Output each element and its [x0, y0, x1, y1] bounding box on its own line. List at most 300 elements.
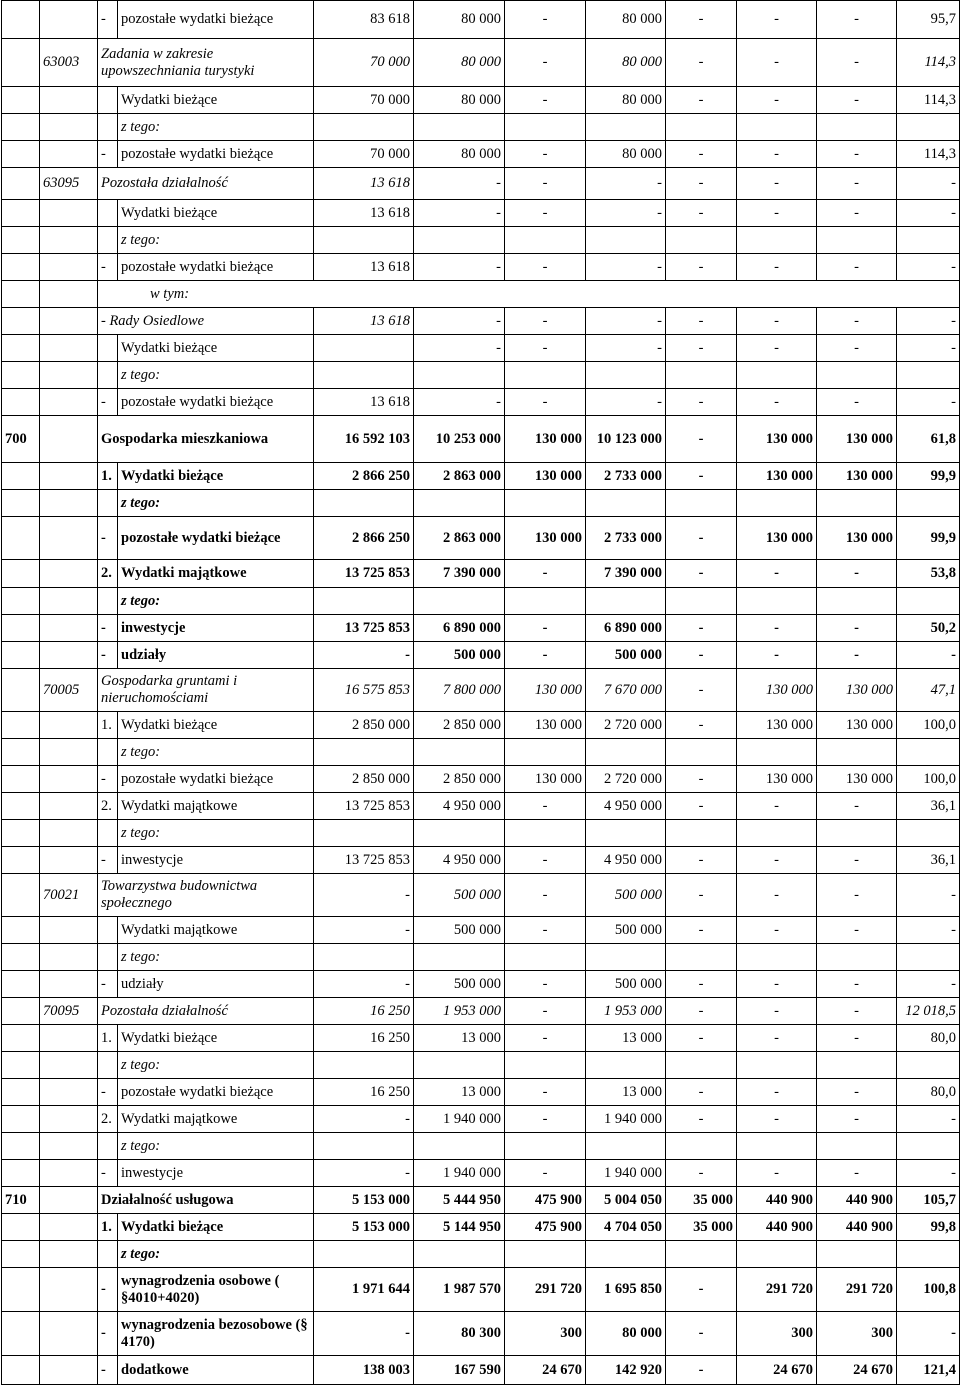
- value-cell: -: [897, 200, 960, 227]
- value-cell: 2 733 000: [586, 463, 666, 490]
- value-cell: -: [817, 1025, 897, 1052]
- value-cell: -: [586, 389, 666, 416]
- value-cell: -: [897, 1106, 960, 1133]
- label-cell: pozostałe wydatki bieżące: [118, 389, 314, 416]
- chapter-code-cell: [40, 308, 98, 335]
- value-cell: -: [897, 254, 960, 281]
- marker-cell: [98, 588, 118, 615]
- value-cell: 24 670: [505, 1356, 586, 1385]
- label-cell: w tym:: [98, 281, 960, 308]
- marker-cell: -: [98, 615, 118, 642]
- value-cell: -: [414, 200, 505, 227]
- value-cell: -: [666, 1025, 737, 1052]
- value-cell: -: [505, 1, 586, 39]
- value-cell: -: [737, 141, 817, 168]
- marker-cell: 1.: [98, 712, 118, 739]
- table-row: [2, 362, 960, 389]
- value-cell: 500 000: [586, 642, 666, 669]
- value-cell: -: [505, 917, 586, 944]
- value-cell: 138 003: [314, 1356, 414, 1385]
- value-cell: [414, 362, 505, 389]
- table-row: [2, 1268, 960, 1312]
- value-cell: 13 725 853: [314, 560, 414, 588]
- marker-cell: [98, 1133, 118, 1160]
- table-row: [2, 227, 960, 254]
- label-cell: Wydatki majątkowe: [118, 793, 314, 820]
- value-cell: 80 000: [414, 39, 505, 87]
- division-code-cell: [2, 560, 40, 588]
- value-cell: [817, 1241, 897, 1268]
- value-cell: -: [666, 335, 737, 362]
- division-code-cell: [2, 766, 40, 793]
- value-cell: [737, 362, 817, 389]
- table-row: [2, 335, 960, 362]
- chapter-code-cell: [40, 1160, 98, 1187]
- value-cell: 80,0: [897, 1025, 960, 1052]
- value-cell: 13 618: [314, 389, 414, 416]
- value-cell: 2 866 250: [314, 517, 414, 560]
- value-cell: [897, 114, 960, 141]
- value-cell: 6 890 000: [586, 615, 666, 642]
- table-row: [2, 517, 960, 560]
- value-cell: 16 250: [314, 1025, 414, 1052]
- value-cell: 13 000: [586, 1079, 666, 1106]
- division-code-cell: [2, 141, 40, 168]
- table-body: [2, 1, 960, 1385]
- value-cell: [817, 114, 897, 141]
- division-code-cell: [2, 712, 40, 739]
- label-cell: pozostałe wydatki bieżące: [118, 141, 314, 168]
- value-cell: -: [817, 847, 897, 874]
- value-cell: [737, 739, 817, 766]
- value-cell: 130 000: [817, 517, 897, 560]
- chapter-code-cell: [40, 416, 98, 463]
- marker-cell: 2.: [98, 1106, 118, 1133]
- value-cell: -: [817, 168, 897, 200]
- marker-cell: [98, 944, 118, 971]
- chapter-code-cell: [40, 1025, 98, 1052]
- value-cell: -: [666, 1268, 737, 1312]
- value-cell: -: [737, 1, 817, 39]
- chapter-code-cell: [40, 1079, 98, 1106]
- value-cell: -: [737, 847, 817, 874]
- value-cell: [314, 1133, 414, 1160]
- value-cell: -: [666, 998, 737, 1025]
- value-cell: -: [817, 141, 897, 168]
- value-cell: -: [505, 1079, 586, 1106]
- division-code-cell: [2, 1, 40, 39]
- value-cell: [897, 1052, 960, 1079]
- value-cell: [817, 490, 897, 517]
- value-cell: 291 720: [737, 1268, 817, 1312]
- value-cell: -: [817, 998, 897, 1025]
- value-cell: 35 000: [666, 1214, 737, 1241]
- division-code-cell: [2, 463, 40, 490]
- value-cell: [666, 362, 737, 389]
- value-cell: 440 900: [737, 1187, 817, 1214]
- value-cell: 5 153 000: [314, 1187, 414, 1214]
- budget-table: [1, 0, 960, 1385]
- table-row: [2, 87, 960, 114]
- label-cell: Gospodarka gruntami i nieruchomościami: [98, 669, 314, 712]
- value-cell: -: [505, 1160, 586, 1187]
- table-row: [2, 847, 960, 874]
- value-cell: 300: [817, 1312, 897, 1356]
- label-cell: Zadania w zakresie upowszechniania turystyki: [98, 39, 314, 87]
- value-cell: [817, 362, 897, 389]
- label-cell: udziały: [118, 642, 314, 669]
- chapter-code-cell: [40, 615, 98, 642]
- value-cell: 2 850 000: [414, 766, 505, 793]
- label-cell: z tego:: [118, 227, 314, 254]
- value-cell: [314, 362, 414, 389]
- value-cell: 130 000: [737, 669, 817, 712]
- value-cell: 80 000: [586, 87, 666, 114]
- value-cell: -: [314, 971, 414, 998]
- table-row: [2, 1079, 960, 1106]
- value-cell: -: [817, 971, 897, 998]
- value-cell: -: [586, 168, 666, 200]
- value-cell: [817, 588, 897, 615]
- value-cell: -: [586, 254, 666, 281]
- value-cell: [897, 227, 960, 254]
- division-code-cell: [2, 254, 40, 281]
- value-cell: -: [586, 335, 666, 362]
- value-cell: 475 900: [505, 1214, 586, 1241]
- value-cell: 440 900: [817, 1214, 897, 1241]
- value-cell: -: [817, 793, 897, 820]
- value-cell: 130 000: [505, 712, 586, 739]
- division-code-cell: [2, 362, 40, 389]
- value-cell: 1 940 000: [586, 1106, 666, 1133]
- value-cell: -: [737, 615, 817, 642]
- value-cell: [414, 490, 505, 517]
- marker-cell: [98, 362, 118, 389]
- table-row: [2, 917, 960, 944]
- value-cell: [505, 1052, 586, 1079]
- chapter-code-cell: [40, 281, 98, 308]
- value-cell: 105,7: [897, 1187, 960, 1214]
- value-cell: -: [897, 874, 960, 917]
- chapter-code-cell: [40, 793, 98, 820]
- value-cell: 167 590: [414, 1356, 505, 1385]
- chapter-code-cell: [40, 490, 98, 517]
- value-cell: -: [897, 1160, 960, 1187]
- value-cell: 13 618: [314, 168, 414, 200]
- label-cell: Wydatki bieżące: [118, 712, 314, 739]
- marker-cell: -: [98, 847, 118, 874]
- value-cell: 130 000: [505, 416, 586, 463]
- value-cell: -: [737, 917, 817, 944]
- value-cell: [505, 227, 586, 254]
- marker-cell: [98, 1241, 118, 1268]
- label-cell: z tego:: [118, 1052, 314, 1079]
- value-cell: -: [666, 1079, 737, 1106]
- value-cell: 35 000: [666, 1187, 737, 1214]
- marker-cell: 1.: [98, 1214, 118, 1241]
- table-row: [2, 560, 960, 588]
- value-cell: 99,9: [897, 463, 960, 490]
- value-cell: [666, 114, 737, 141]
- division-code-cell: [2, 669, 40, 712]
- value-cell: [737, 588, 817, 615]
- value-cell: 13 000: [414, 1079, 505, 1106]
- value-cell: [505, 820, 586, 847]
- marker-cell: -: [98, 971, 118, 998]
- table-row: [2, 389, 960, 416]
- value-cell: 130 000: [737, 517, 817, 560]
- label-cell: Działalność usługowa: [98, 1187, 314, 1214]
- value-cell: -: [314, 1160, 414, 1187]
- value-cell: -: [817, 874, 897, 917]
- marker-cell: -: [98, 141, 118, 168]
- value-cell: 130 000: [505, 517, 586, 560]
- marker-cell: [98, 917, 118, 944]
- value-cell: [505, 362, 586, 389]
- chapter-code-cell: [40, 87, 98, 114]
- value-cell: -: [817, 389, 897, 416]
- division-code-cell: [2, 1133, 40, 1160]
- value-cell: -: [586, 308, 666, 335]
- division-code-cell: [2, 389, 40, 416]
- value-cell: 291 720: [817, 1268, 897, 1312]
- label-cell: inwestycje: [118, 847, 314, 874]
- division-code-cell: [2, 793, 40, 820]
- table-row: [2, 114, 960, 141]
- value-cell: -: [666, 1, 737, 39]
- value-cell: [586, 227, 666, 254]
- value-cell: [586, 114, 666, 141]
- value-cell: [817, 1133, 897, 1160]
- value-cell: 16 250: [314, 998, 414, 1025]
- table-row: [2, 1214, 960, 1241]
- value-cell: [586, 944, 666, 971]
- value-cell: -: [817, 615, 897, 642]
- value-cell: -: [505, 168, 586, 200]
- value-cell: 500 000: [586, 917, 666, 944]
- value-cell: [505, 1133, 586, 1160]
- value-cell: [666, 1241, 737, 1268]
- value-cell: [586, 362, 666, 389]
- value-cell: -: [666, 463, 737, 490]
- marker-cell: [98, 490, 118, 517]
- value-cell: -: [817, 87, 897, 114]
- value-cell: [314, 1241, 414, 1268]
- division-code-cell: [2, 1025, 40, 1052]
- marker-cell: [98, 1052, 118, 1079]
- chapter-code-cell: [40, 588, 98, 615]
- value-cell: -: [505, 389, 586, 416]
- value-cell: [666, 739, 737, 766]
- value-cell: [586, 588, 666, 615]
- value-cell: [314, 739, 414, 766]
- value-cell: -: [505, 847, 586, 874]
- value-cell: -: [314, 874, 414, 917]
- value-cell: -: [666, 615, 737, 642]
- value-cell: -: [737, 168, 817, 200]
- value-cell: -: [817, 917, 897, 944]
- chapter-code-cell: 63003: [40, 39, 98, 87]
- value-cell: 300: [737, 1312, 817, 1356]
- value-cell: [314, 335, 414, 362]
- value-cell: -: [897, 389, 960, 416]
- value-cell: -: [666, 669, 737, 712]
- division-code-cell: [2, 1160, 40, 1187]
- label-cell: Wydatki bieżące: [118, 463, 314, 490]
- label-cell: Pozostała działalność: [98, 998, 314, 1025]
- value-cell: 16 592 103: [314, 416, 414, 463]
- value-cell: 10 253 000: [414, 416, 505, 463]
- value-cell: -: [505, 200, 586, 227]
- chapter-code-cell: 70021: [40, 874, 98, 917]
- value-cell: 7 670 000: [586, 669, 666, 712]
- value-cell: -: [505, 308, 586, 335]
- table-row: [2, 712, 960, 739]
- label-cell: Wydatki bieżące: [118, 200, 314, 227]
- value-cell: [666, 944, 737, 971]
- value-cell: -: [666, 874, 737, 917]
- division-code-cell: [2, 917, 40, 944]
- value-cell: 80,0: [897, 1079, 960, 1106]
- chapter-code-cell: [40, 114, 98, 141]
- marker-cell: 2.: [98, 793, 118, 820]
- value-cell: -: [737, 1106, 817, 1133]
- value-cell: 80 000: [586, 39, 666, 87]
- value-cell: [897, 944, 960, 971]
- value-cell: [897, 820, 960, 847]
- value-cell: 130 000: [737, 463, 817, 490]
- value-cell: -: [817, 642, 897, 669]
- value-cell: [737, 820, 817, 847]
- value-cell: 130 000: [817, 463, 897, 490]
- value-cell: [505, 588, 586, 615]
- value-cell: 2 720 000: [586, 712, 666, 739]
- value-cell: -: [817, 1, 897, 39]
- division-code-cell: [2, 227, 40, 254]
- table-row: [2, 1106, 960, 1133]
- label-cell: Wydatki bieżące: [118, 1214, 314, 1241]
- value-cell: -: [505, 141, 586, 168]
- value-cell: -: [737, 998, 817, 1025]
- value-cell: [414, 944, 505, 971]
- chapter-code-cell: [40, 766, 98, 793]
- chapter-code-cell: [40, 944, 98, 971]
- marker-cell: 1.: [98, 1025, 118, 1052]
- division-code-cell: 710: [2, 1187, 40, 1214]
- value-cell: 7 800 000: [414, 669, 505, 712]
- division-code-cell: [2, 642, 40, 669]
- value-cell: 2 720 000: [586, 766, 666, 793]
- value-cell: -: [737, 335, 817, 362]
- value-cell: 36,1: [897, 793, 960, 820]
- table-row: [2, 998, 960, 1025]
- chapter-code-cell: [40, 1133, 98, 1160]
- value-cell: [666, 1133, 737, 1160]
- value-cell: 5 004 050: [586, 1187, 666, 1214]
- division-code-cell: 700: [2, 416, 40, 463]
- value-cell: -: [666, 793, 737, 820]
- value-cell: 95,7: [897, 1, 960, 39]
- value-cell: [817, 1052, 897, 1079]
- value-cell: [737, 114, 817, 141]
- value-cell: -: [817, 1106, 897, 1133]
- value-cell: 99,9: [897, 517, 960, 560]
- value-cell: -: [666, 917, 737, 944]
- label-cell: pozostałe wydatki bieżące: [118, 766, 314, 793]
- chapter-code-cell: [40, 200, 98, 227]
- value-cell: [666, 227, 737, 254]
- value-cell: 114,3: [897, 141, 960, 168]
- value-cell: [897, 739, 960, 766]
- value-cell: 4 704 050: [586, 1214, 666, 1241]
- division-code-cell: [2, 1241, 40, 1268]
- value-cell: 100,0: [897, 766, 960, 793]
- value-cell: 130 000: [505, 463, 586, 490]
- table-row: [2, 1241, 960, 1268]
- marker-cell: -: [98, 254, 118, 281]
- label-cell: udziały: [118, 971, 314, 998]
- chapter-code-cell: [40, 1187, 98, 1214]
- marker-cell: -: [98, 1079, 118, 1106]
- value-cell: -: [505, 793, 586, 820]
- table-row: [2, 1312, 960, 1356]
- value-cell: -: [505, 998, 586, 1025]
- value-cell: -: [817, 254, 897, 281]
- value-cell: 13 618: [314, 254, 414, 281]
- value-cell: [586, 820, 666, 847]
- marker-cell: -: [98, 1, 118, 39]
- marker-cell: -: [98, 517, 118, 560]
- value-cell: [666, 490, 737, 517]
- value-cell: -: [505, 335, 586, 362]
- value-cell: 291 720: [505, 1268, 586, 1312]
- value-cell: -: [737, 1025, 817, 1052]
- label-cell: inwestycje: [118, 1160, 314, 1187]
- value-cell: 2 850 000: [314, 766, 414, 793]
- table-row: [2, 168, 960, 200]
- marker-cell: -: [98, 1160, 118, 1187]
- value-cell: -: [817, 39, 897, 87]
- value-cell: -: [737, 1079, 817, 1106]
- value-cell: [314, 227, 414, 254]
- table-row: [2, 669, 960, 712]
- division-code-cell: [2, 1356, 40, 1385]
- value-cell: -: [666, 416, 737, 463]
- marker-cell: -: [98, 766, 118, 793]
- value-cell: -: [817, 560, 897, 588]
- chapter-code-cell: [40, 1312, 98, 1356]
- value-cell: -: [737, 1160, 817, 1187]
- label-cell: Wydatki bieżące: [118, 335, 314, 362]
- value-cell: 121,4: [897, 1356, 960, 1385]
- value-cell: 80 000: [414, 1, 505, 39]
- value-cell: 13 000: [414, 1025, 505, 1052]
- label-cell: Gospodarka mieszkaniowa: [98, 416, 314, 463]
- value-cell: 50,2: [897, 615, 960, 642]
- value-cell: 500 000: [414, 642, 505, 669]
- value-cell: 13 000: [586, 1025, 666, 1052]
- value-cell: -: [666, 766, 737, 793]
- value-cell: -: [817, 308, 897, 335]
- value-cell: 7 390 000: [586, 560, 666, 588]
- table-row: [2, 1133, 960, 1160]
- value-cell: 500 000: [414, 874, 505, 917]
- value-cell: 6 890 000: [414, 615, 505, 642]
- label-cell: z tego:: [118, 362, 314, 389]
- value-cell: [505, 1241, 586, 1268]
- table-row: [2, 588, 960, 615]
- division-code-cell: [2, 739, 40, 766]
